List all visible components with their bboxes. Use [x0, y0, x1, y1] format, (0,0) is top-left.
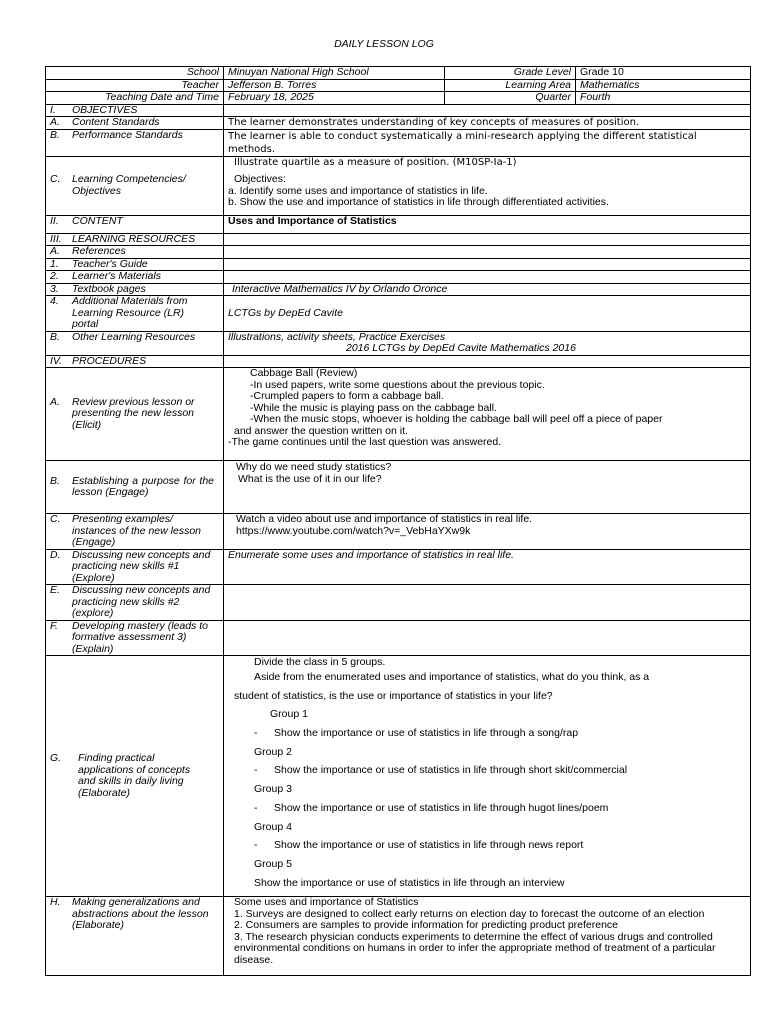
procedure-d-row: D. Discussing new concepts and practicing new skills #1 (Explore) Enumerate some uses and importance of statistics in real life. — [46, 549, 751, 585]
header-row-date — [46, 92, 751, 105]
procedures-row: IV. PROCEDURES — [46, 355, 751, 368]
competencies-row: C. Learning Competencies/ Objectives Illustrate quartile as a measure of position. (M10SP-Ia-1) Objectives: a. Identify some uses and importance of statistics in life. b. Show the use and importance of statistics in life through differentiated activities. — [46, 156, 751, 215]
objectives-heading: OBJECTIVES — [72, 103, 138, 116]
grade-label: Grade Level — [445, 67, 576, 80]
additional-materials-row: 4. Additional Materials from Learning Resource (LR) portal LCTGs by DepEd Cavite — [46, 296, 751, 332]
procedure-a-row: A. Review previous lesson or presenting the new lesson (Elicit) Cabbage Ball (Review) -In used papers, write some questions about the previous topic. -Crumpled papers to form a cabbage ball. -While the music is playing pass on the cabbage ball. -When the music stops, whoever is holding the cabbage ball will peel off a piece of paper and answer the question written on it. -The game continues until the last question was answered. — [46, 368, 751, 461]
learners-materials-row: 2. Learner's Materials — [46, 271, 751, 284]
procedure-b-value: Why do we need study statistics? What is the use of it in our life? — [224, 461, 751, 514]
area-label: Learning Area — [445, 79, 576, 92]
additional-materials-value: LCTGs by DepEd Cavite — [224, 296, 751, 332]
school-value: Minuyan National High School — [224, 67, 445, 80]
teacher-label: Teacher — [46, 79, 224, 92]
quarter-label: Quarter — [445, 92, 576, 105]
textbook-value: Interactive Mathematics IV by Orlando Oronce — [224, 283, 751, 296]
header-row-school — [46, 67, 751, 80]
procedure-b-row: B. Establishing a purpose for the lesson (Engage) Why do we need study statistics? What is the use of it in our life? — [46, 461, 751, 514]
performance-standards-row: B. Performance Standards The learner is able to conduct systematically a mini-research applying the different statistical methods. — [46, 129, 751, 156]
school-label: School — [46, 67, 224, 80]
content-standards-value: The learner demonstrates understanding of key concepts of measures of position. — [224, 117, 751, 130]
objectives-row: I. OBJECTIVES — [46, 104, 751, 117]
procedure-c-row: C. Presenting examples/ instances of the new lesson (Engage) Watch a video about use and importance of statistics in real life. https://www.youtube.com/watch?v=_VebHaYXw9k — [46, 514, 751, 550]
competencies-value: Illustrate quartile as a measure of position. (M10SP-Ia-1) Objectives: a. Identify some uses and importance of statistics in life. b. Show the use and importance of statistics in life through differentiated activities. — [224, 156, 751, 215]
resources-row: III. LEARNING RESOURCES — [46, 233, 751, 246]
content-row: II. CONTENT Uses and Importance of Statistics — [46, 215, 751, 233]
document-title: DAILY LESSON LOG — [334, 38, 434, 50]
procedure-a-value: Cabbage Ball (Review) -In used papers, write some questions about the previous topic. -Crumpled papers to form a cabbage ball. -While the music is playing pass on the cabbage ball. -When the music stops, whoever is holding the cabbage ball will peel off a piece of paper and answer the question written on it. -The game continues until the last question was answered. — [224, 368, 751, 461]
procedure-h-row: H. Making generalizations and abstractions about the lesson (Elaborate) Some uses and importance of Statistics 1. Surveys are designed to collect early returns on election day to forecast the outcome of an election 2. Consumers are samples to provide information for predicting product preference 3. The research physician conducts experiments to determine the effect of various drugs and controlled environmental conditions on humans in order to infer the appropriate method of treatment of a particular disease. — [46, 897, 751, 976]
procedure-c-value: Watch a video about use and importance of statistics in real life. https://www.youtube.com/watch?v=_VebHaYXw9k — [224, 514, 751, 550]
lesson-log-table — [45, 66, 751, 976]
procedure-g-row: G. Finding practical applications of concepts and skills in daily living (Elaborate) Divide the class in 5 groups. Aside from the enumerated uses and importance of statistics, what do you think, as a student of statistics, is the use or importance of statistics in your life? Group 1 - Show the importance or use of statistics in life through a song/rap Group 2 - Show the importance or use of statistics in life through short skit/commercial Group 3 - Show the importance or use of statistics in life through hugot lines/poem Group 4 - Show the importance or use of statistics in life through news report Group 5 Show the importance or use of statistics in life through an interview — [46, 656, 751, 897]
other-resources-value: Illustrations, activity sheets, Practice Exercises 2016 LCTGs by DepEd Cavite Mathematics 2016 — [224, 331, 751, 355]
teachers-guide-row: 1. Teacher's Guide — [46, 258, 751, 271]
procedure-h-value: Some uses and importance of Statistics 1. Surveys are designed to collect early returns on election day to forecast the outcome of an election 2. Consumers are samples to provide information for predicting product preference 3. The research physician conducts experiments to determine the effect of various drugs and controlled environmental conditions on humans in order to infer the appropriate method of treatment of a particular disease. — [224, 897, 751, 976]
date-label: Teaching Date and Time — [46, 92, 224, 105]
procedure-g-value: Divide the class in 5 groups. Aside from the enumerated uses and importance of statistics, what do you think, as a student of statistics, is the use or importance of statistics in your life? Group 1 - Show the importance or use of statistics in life through a song/rap Group 2 - Show the importance or use of statistics in life through short skit/commercial Group 3 - Show the importance or use of statistics in life through hugot lines/poem Group 4 - Show the importance or use of statistics in life through news report Group 5 Show the importance or use of statistics in life through an interview — [224, 656, 751, 897]
procedure-f-row: F. Developing mastery (leads to formative assessment 3) (Explain) — [46, 620, 751, 656]
references-row: A. References — [46, 246, 751, 259]
procedure-e-row: E. Discussing new concepts and practicing new skills #2 (explore) — [46, 585, 751, 621]
date-value: February 18, 2025 — [224, 92, 445, 105]
content-value: Uses and Importance of Statistics — [224, 215, 751, 233]
grade-value: Grade 10 — [576, 67, 751, 80]
other-resources-row: B. Other Learning Resources Illustrations, activity sheets, Practice Exercises 2016 LCTGs by DepEd Cavite Mathematics 2016 — [46, 331, 751, 355]
header-row-teacher — [46, 79, 751, 92]
performance-standards-value: The learner is able to conduct systematically a mini-research applying the different statistical methods. — [224, 129, 751, 156]
content-standards-row: A. Content Standards The learner demonstrates understanding of key concepts of measures of position. — [46, 117, 751, 130]
textbook-row: 3. Textbook pages Interactive Mathematics IV by Orlando Oronce — [46, 283, 751, 296]
procedure-d-value: Enumerate some uses and importance of statistics in real life. — [224, 549, 751, 585]
area-value: Mathematics — [576, 79, 751, 92]
teacher-value: Jefferson B. Torres — [224, 79, 445, 92]
quarter-value: Fourth — [576, 92, 751, 105]
